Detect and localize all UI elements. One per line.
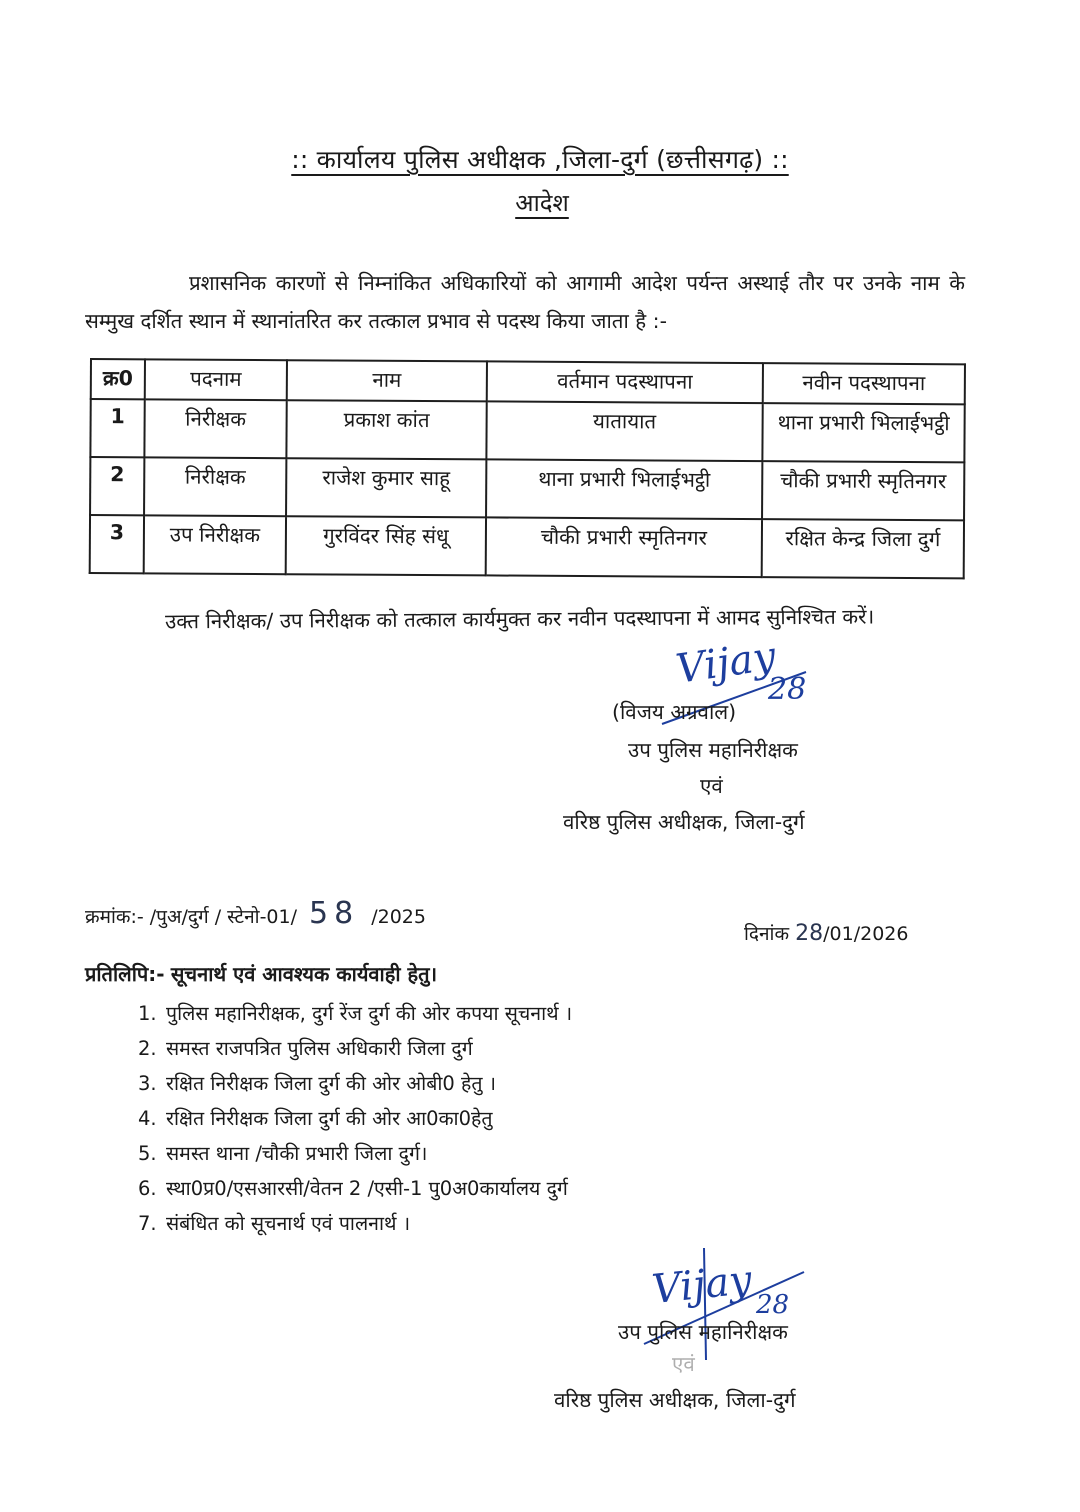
cell-serial: 2 [90, 457, 144, 515]
signatory-designation-1: उप पुलिस महानिरीक्षक [618, 1320, 788, 1344]
cell-name: गुरविंदर सिंह संधू [286, 516, 486, 575]
signatory-conjunction: एवं [672, 1352, 695, 1376]
table-row [90, 457, 964, 520]
handwritten-signature: Vijay [649, 1256, 754, 1314]
cell-new-posting: चौकी प्रभारी स्मृतिनगर [762, 461, 964, 520]
list-item: 5. समस्त थाना /चौकी प्रभारी जिला दुर्ग। [138, 1142, 428, 1165]
cell-designation: निरीक्षक [144, 399, 286, 458]
table-header-row [91, 359, 965, 404]
list-item: 6. स्था0प्र0/एसआरसी/वेतन 2 /एसी-1 पु0अ0कार्यालय दुर्ग [138, 1177, 568, 1200]
handwritten-signature: Vijay [673, 633, 779, 693]
signatory-conjunction: एवं [700, 774, 723, 798]
column-header-current-posting: वर्तमान पदस्थापना [487, 361, 763, 403]
table-row [90, 399, 964, 462]
order-date: दिनांक 28/01/2026 [744, 921, 909, 946]
list-item: 4. रक्षित निरीक्षक जिला दुर्ग की ओर आ0का0हेतु [138, 1107, 493, 1130]
signatory-designation-2: वरिष्ठ पुलिस अधीक्षक, जिला-दुर्ग [554, 1388, 796, 1412]
cell-serial: 3 [90, 515, 144, 573]
list-item: 3. रक्षित निरीक्षक जिला दुर्ग की ओर ओबी0 हेतु । [138, 1072, 497, 1095]
date-handwritten-day: 28 [795, 921, 824, 946]
table-row [90, 515, 964, 578]
column-header-new-posting: नवीन पदस्थापना [763, 363, 965, 404]
cell-new-posting: थाना प्रभारी भिलाईभट्ठी [762, 403, 964, 462]
reference-number: क्रमांक:- /पुअ/दुर्ग / स्टेनो-01/ 58 /2025 [85, 896, 426, 931]
signatory-designation-2: वरिष्ठ पुलिस अधीक्षक, जिला-दुर्ग [563, 810, 805, 834]
list-item: 7. संबंधित को सूचनार्थ एवं पालनार्थ । [138, 1212, 411, 1235]
handwritten-date: 28 [768, 672, 807, 707]
cell-name: प्रकाश कांत [286, 400, 486, 459]
handwritten-date: 28 [756, 1290, 790, 1320]
cell-designation: उप निरीक्षक [144, 515, 286, 574]
cell-new-posting: रक्षित केन्द्र जिला दुर्ग [762, 519, 964, 578]
cell-name: राजेश कुमार साहू [286, 458, 486, 517]
column-header-serial: क्र0 [91, 359, 145, 399]
signatory-name: (विजय अग्रवाल) [612, 700, 737, 724]
office-title: :: कार्यालय पुलिस अधीक्षक ,जिला-दुर्ग (छत्तीसगढ़) :: [291, 145, 789, 174]
cell-current-posting: चौकी प्रभारी स्मृतिनगर [486, 517, 762, 577]
list-item: 1. पुलिस महानिरीक्षक, दुर्ग रेंज दुर्ग की ओर कपया सूचनार्थ । [138, 1002, 573, 1025]
copy-to-heading: प्रतिलिपि:- सूचनार्थ एवं आवश्यक कार्यवाही हेतु। [85, 962, 438, 986]
copy-to-list [138, 996, 572, 1241]
transfer-table [89, 358, 966, 579]
column-header-designation: पदनाम [145, 359, 287, 400]
signature-stroke-icon [640, 1244, 810, 1364]
document-type-heading: आदेश [515, 189, 569, 217]
reference-handwritten-number: 58 [309, 896, 360, 931]
list-item: 2. समस्त राजपत्रित पुलिस अधिकारी जिला दुर्ग [138, 1037, 473, 1060]
cell-current-posting: थाना प्रभारी भिलाईभट्ठी [486, 459, 762, 519]
intro-paragraph: प्रशासनिक कारणों से निम्नांकित अधिकारियों को आगामी आदेश पर्यन्त अस्थाई तौर पर उनके नाम के सम्मुख दर्शित स्थान में स्थानांतरित कर तत्काल प्रभाव से पदस्थ किया जाता है :- [85, 271, 965, 333]
column-header-name: नाम [287, 360, 487, 401]
cell-designation: निरीक्षक [144, 457, 286, 516]
cell-current-posting: यातायात [486, 401, 762, 461]
signatory-designation-1: उप पुलिस महानिरीक्षक [628, 738, 798, 762]
relieve-instruction: उक्त निरीक्षक/ उप निरीक्षक को तत्काल कार्यमुक्त कर नवीन पदस्थापना में आमद सुनिश्चित करें। [165, 604, 875, 634]
cell-serial: 1 [90, 399, 144, 457]
